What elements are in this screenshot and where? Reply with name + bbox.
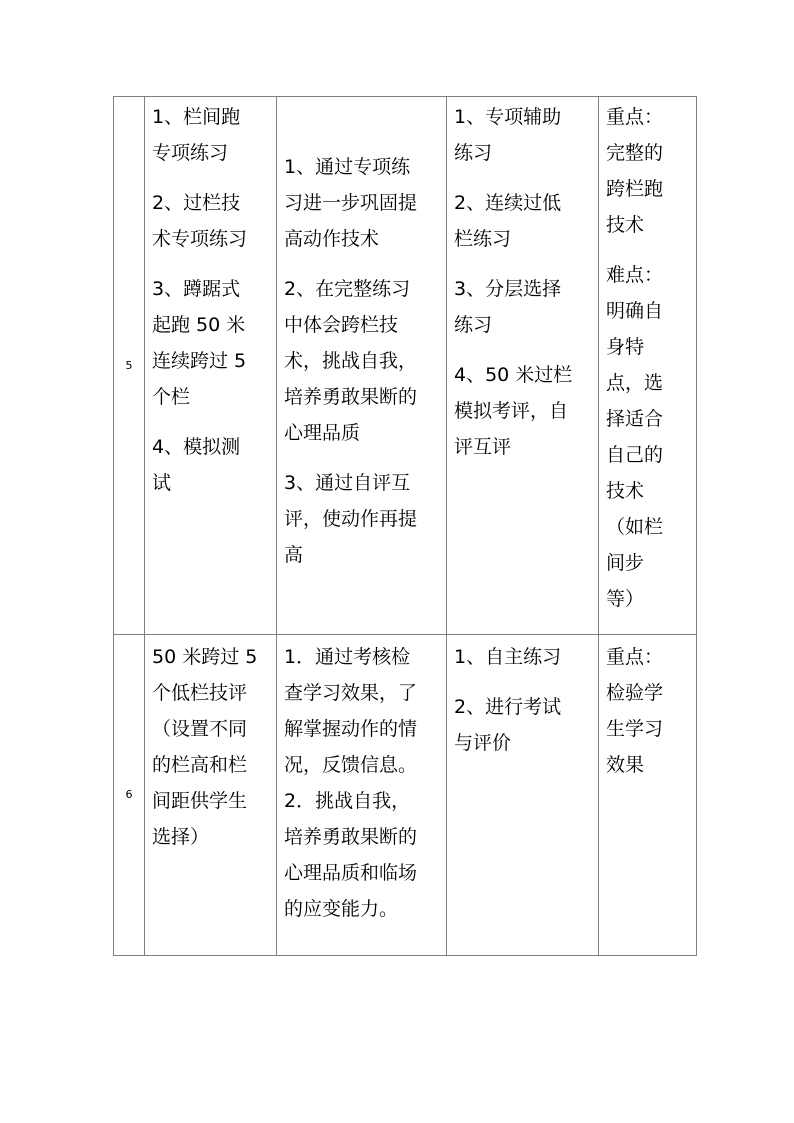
text-line: 1、通过专项练 — [284, 156, 411, 178]
text-line: 练习 — [454, 314, 493, 336]
text-line: 中体会跨栏技 — [284, 314, 399, 336]
goal-cell — [277, 635, 447, 956]
text-line: 身特 — [606, 336, 645, 358]
text-line: 难点： — [606, 264, 664, 286]
content-cell — [145, 97, 277, 635]
text-line: 起跑 50 米 — [152, 314, 246, 336]
text-line: 技术 — [606, 214, 645, 236]
text-line: 练习 — [454, 142, 493, 164]
text-line: 效果 — [606, 754, 645, 776]
text-line: 跨栏跑 — [606, 178, 664, 200]
text-line: 高 — [284, 544, 304, 566]
text-line: 重点： — [606, 106, 664, 128]
row-number-cell — [114, 97, 145, 635]
text-line: 2、连续过低 — [454, 192, 562, 214]
goal-cell — [277, 97, 447, 635]
text-line: 2、在完整练习 — [284, 278, 411, 300]
text-line: 术，挑战自我， — [284, 350, 418, 372]
text-line: 心理品质 — [284, 422, 361, 444]
text-line: 自己的 — [606, 444, 664, 466]
text-line: 50 米跨过 5 — [152, 646, 258, 668]
text-line: 4、模拟测 — [152, 436, 241, 458]
text-line: 培养勇敢果断的 — [284, 386, 418, 408]
text-line: 试 — [152, 472, 172, 494]
text-line: 4、50 米过栏 — [454, 364, 573, 386]
text-line: 连续跨过 5 — [152, 350, 247, 372]
text-line: 专项练习 — [152, 142, 229, 164]
key-points-cell — [599, 635, 697, 956]
text-line: 1、专项辅助 — [454, 106, 562, 128]
text-line: 3、分层选择 — [454, 278, 562, 300]
method-cell — [447, 97, 599, 635]
text-line: 解掌握动作的情 — [284, 718, 418, 740]
text-line: 检验学 — [606, 682, 664, 704]
text-line: 技术 — [606, 480, 645, 502]
text-line: 间步 — [606, 552, 645, 574]
table-row — [114, 635, 697, 956]
text-line: 点，选 — [606, 372, 664, 394]
text-line: 查学习效果，了 — [284, 682, 418, 704]
text-line: 习进一步巩固提 — [284, 192, 418, 214]
text-line: 评，使动作再提 — [284, 508, 418, 530]
key-points-cell — [599, 97, 697, 635]
lesson-plan-table — [113, 96, 697, 956]
text-line: 2．挑战自我， — [284, 790, 411, 812]
text-line: 等） — [606, 588, 645, 610]
text-line: 择适合 — [606, 408, 664, 430]
text-line: 个低栏技评 — [152, 682, 248, 704]
text-line: 完整的 — [606, 142, 664, 164]
row-number: 5 — [125, 358, 133, 372]
text-line: （设置不同 — [152, 718, 248, 740]
text-line: 3、蹲踞式 — [152, 278, 241, 300]
text-line: 1．通过考核检 — [284, 646, 411, 668]
text-line: 2、过栏技 — [152, 192, 241, 214]
row-number: 6 — [125, 788, 133, 801]
text-line: 况，反馈信息。 — [284, 754, 418, 776]
text-line: 心理品质和临场 — [284, 862, 418, 884]
text-line: 重点： — [606, 646, 664, 668]
text-line: 的栏高和栏 — [152, 754, 248, 776]
method-cell — [447, 635, 599, 956]
text-line: 与评价 — [454, 732, 512, 754]
text-line: 高动作技术 — [284, 228, 380, 250]
text-line: 2、进行考试 — [454, 696, 562, 718]
table-row — [114, 97, 697, 635]
row-number-cell — [114, 635, 145, 956]
text-line: 1、自主练习 — [454, 646, 562, 668]
text-line: 术专项练习 — [152, 228, 248, 250]
text-line: 模拟考评，自 — [454, 400, 569, 422]
text-line: 间距供学生 — [152, 790, 248, 812]
text-line: 明确自 — [606, 300, 664, 322]
text-line: 1、栏间跑 — [152, 106, 241, 128]
text-line: 的应变能力。 — [284, 898, 399, 920]
text-line: 生学习 — [606, 718, 664, 740]
text-line: （如栏 — [606, 516, 664, 538]
text-line: 选择） — [152, 826, 210, 848]
text-line: 栏练习 — [454, 228, 512, 250]
text-line: 个栏 — [152, 386, 191, 408]
content-cell — [145, 635, 277, 956]
text-line: 评互评 — [454, 436, 512, 458]
text-line: 3、通过自评互 — [284, 472, 411, 494]
text-line: 培养勇敢果断的 — [284, 826, 418, 848]
